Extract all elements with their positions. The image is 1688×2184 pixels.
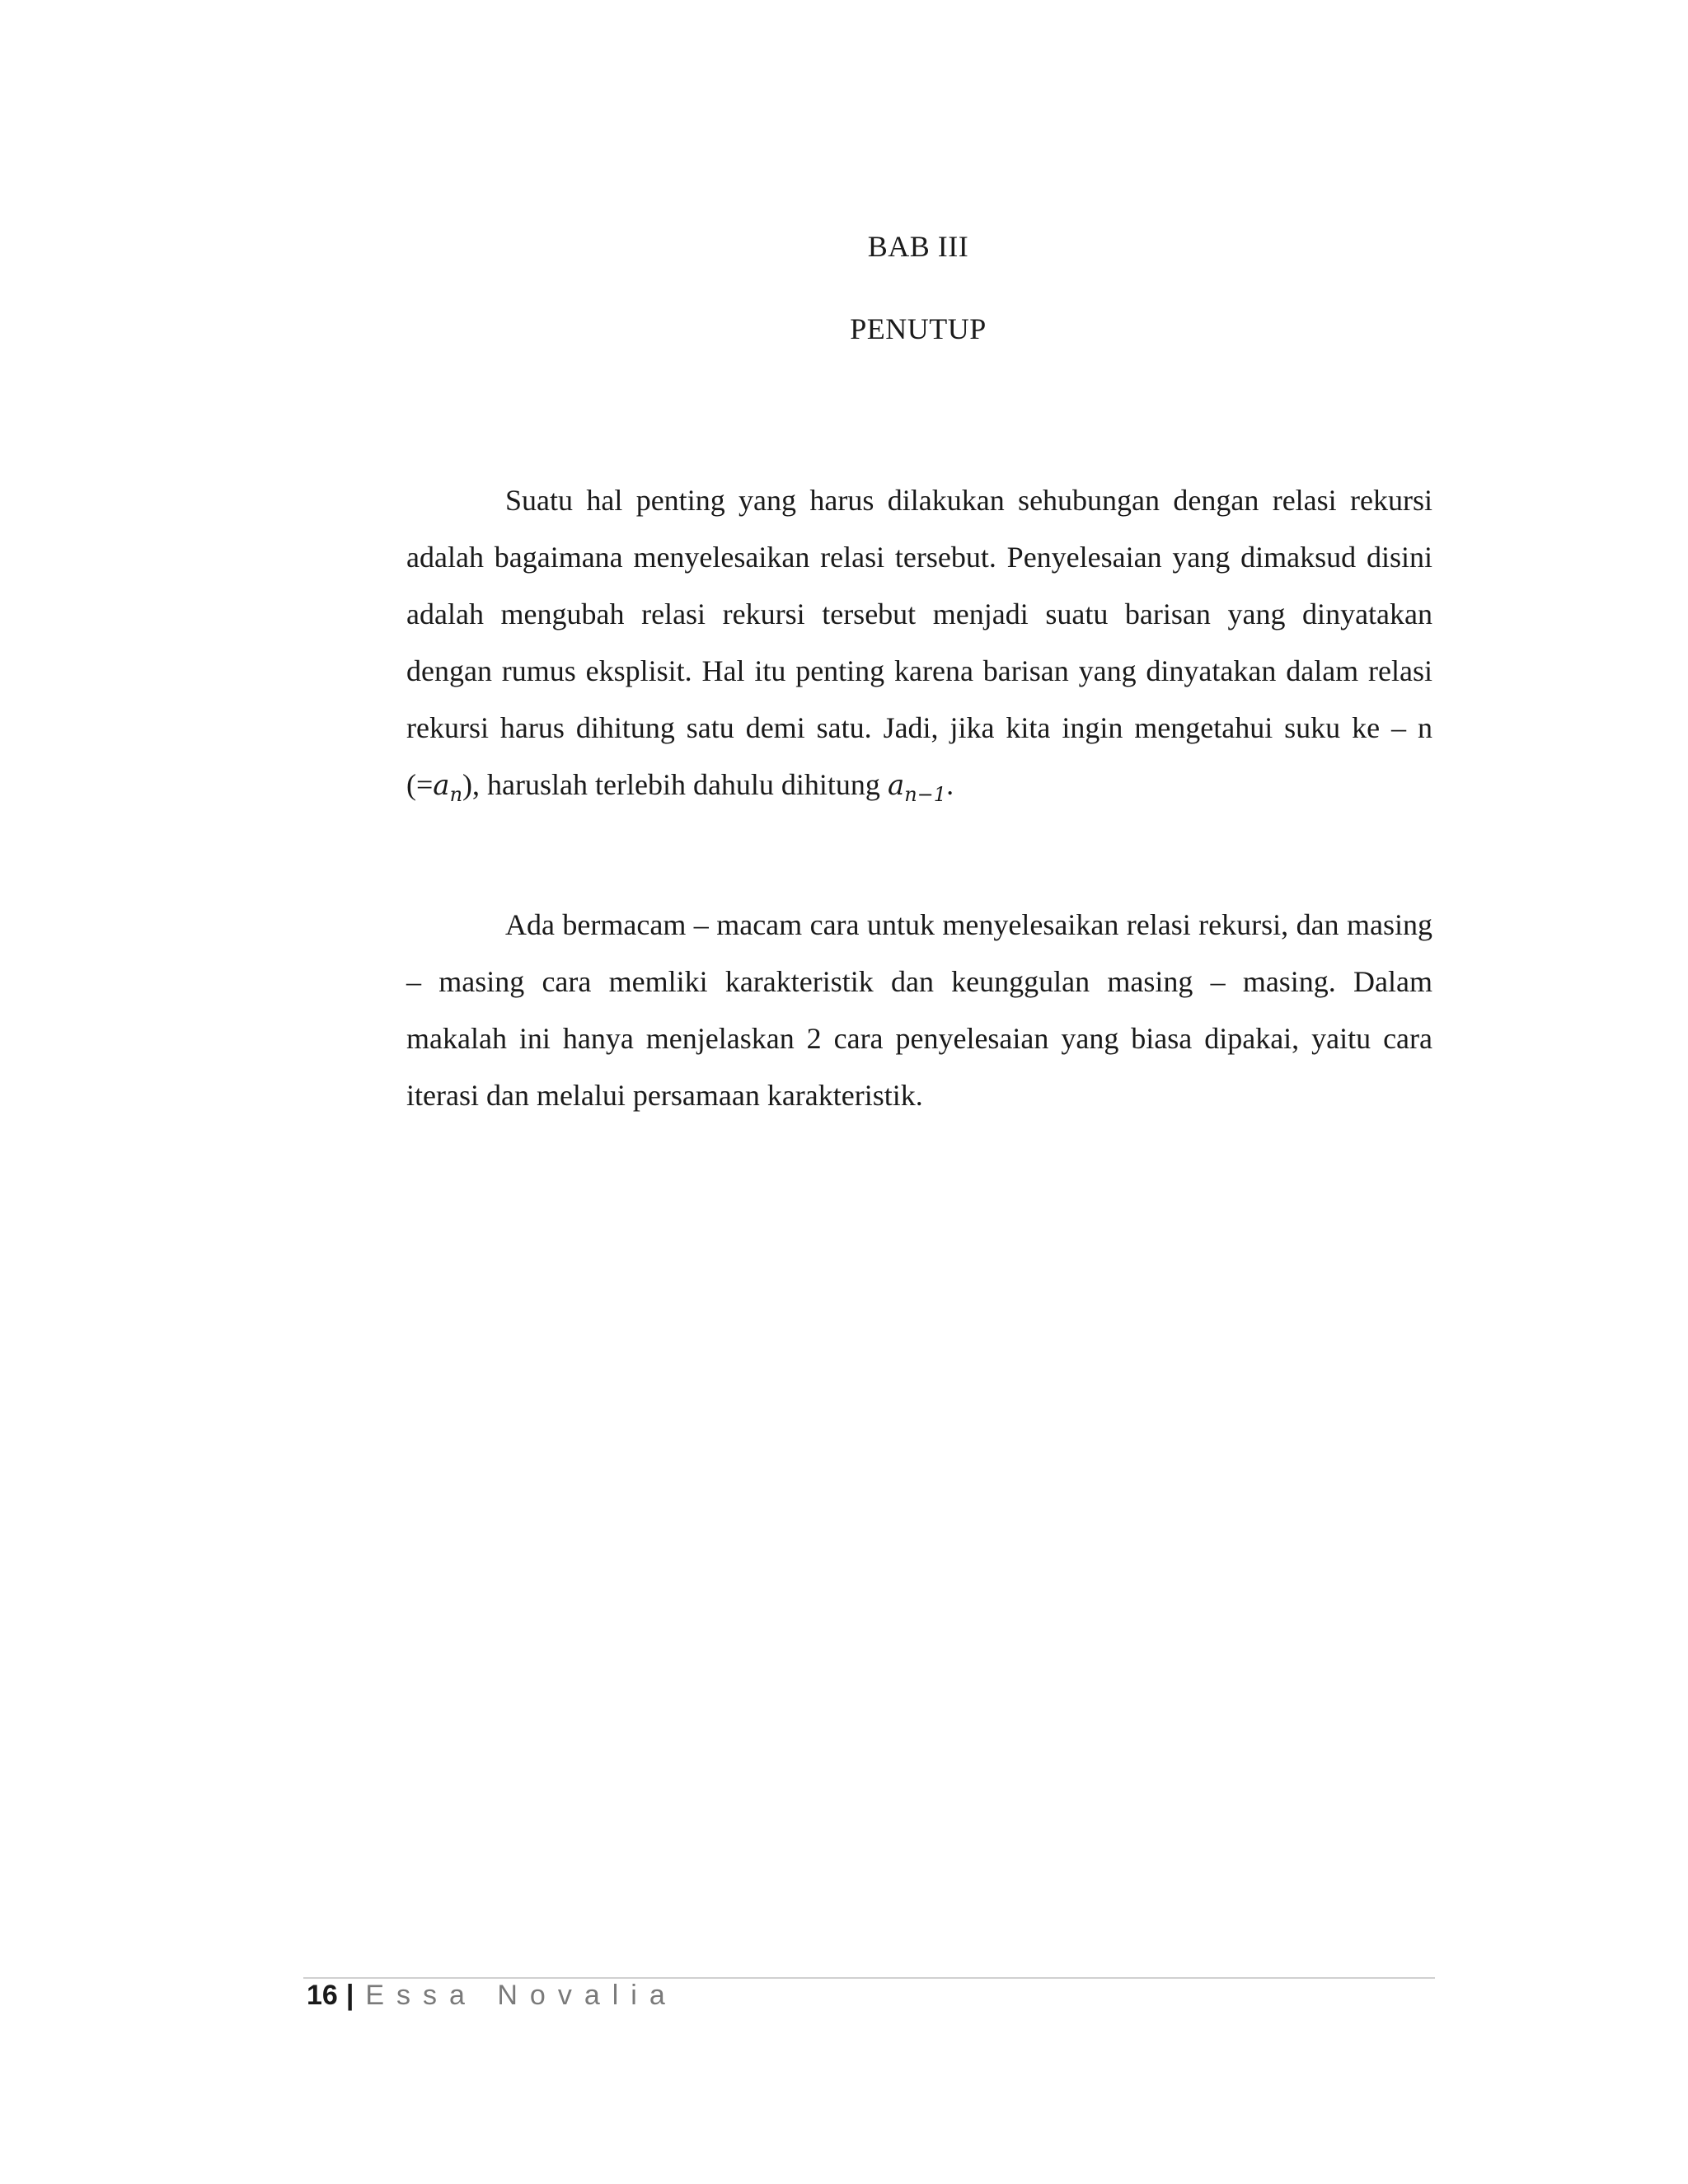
paragraph-2: Ada bermacam – macam cara untuk menyelesaikan relasi rekursi, dan masing – masing cara memliki karakteristik dan keunggulan masing – masing. Dalam makalah ini hanya menjelaskan 2 cara penyelesaian yang biasa dipakai, yaitu cara iterasi dan melalui persamaan karakteristik. (406, 908, 1432, 1112)
page-footer (307, 1980, 678, 2012)
footer-author: Essa Novalia (365, 1980, 678, 2011)
paragraph-1 (406, 472, 1432, 823)
paragraph-1-text-b: ), haruslah terlebih dahulu dihitung (462, 768, 888, 801)
footer-divider (303, 1977, 1435, 1979)
math-a-n-minus-1: $a_{n-1}$ (887, 769, 947, 806)
footer-separator: | (345, 1980, 354, 2011)
paragraph-1-text-a: Suatu hal penting yang harus dilakukan sehubungan dengan relasi rekursi adalah bagaimana menyelesaikan relasi tersebut. Penyelesaian yang dimaksud disini adalah mengubah relasi rekursi tersebut menjadi suatu barisan yang dinyatakan dengan rumus eksplisit. Hal itu penting karena barisan yang dinyatakan dalam relasi rekursi harus dihitung satu demi satu. Jadi, jika kita ingin mengetahui suku ke – n (= (406, 484, 1432, 801)
page-number: 16 (307, 1980, 338, 2011)
chapter-label: BAB III (867, 230, 969, 263)
paragraph-1-text-c: . (946, 768, 954, 801)
chapter-title: PENUTUP (850, 312, 987, 345)
math-a-n: $a_n$ (433, 769, 463, 806)
